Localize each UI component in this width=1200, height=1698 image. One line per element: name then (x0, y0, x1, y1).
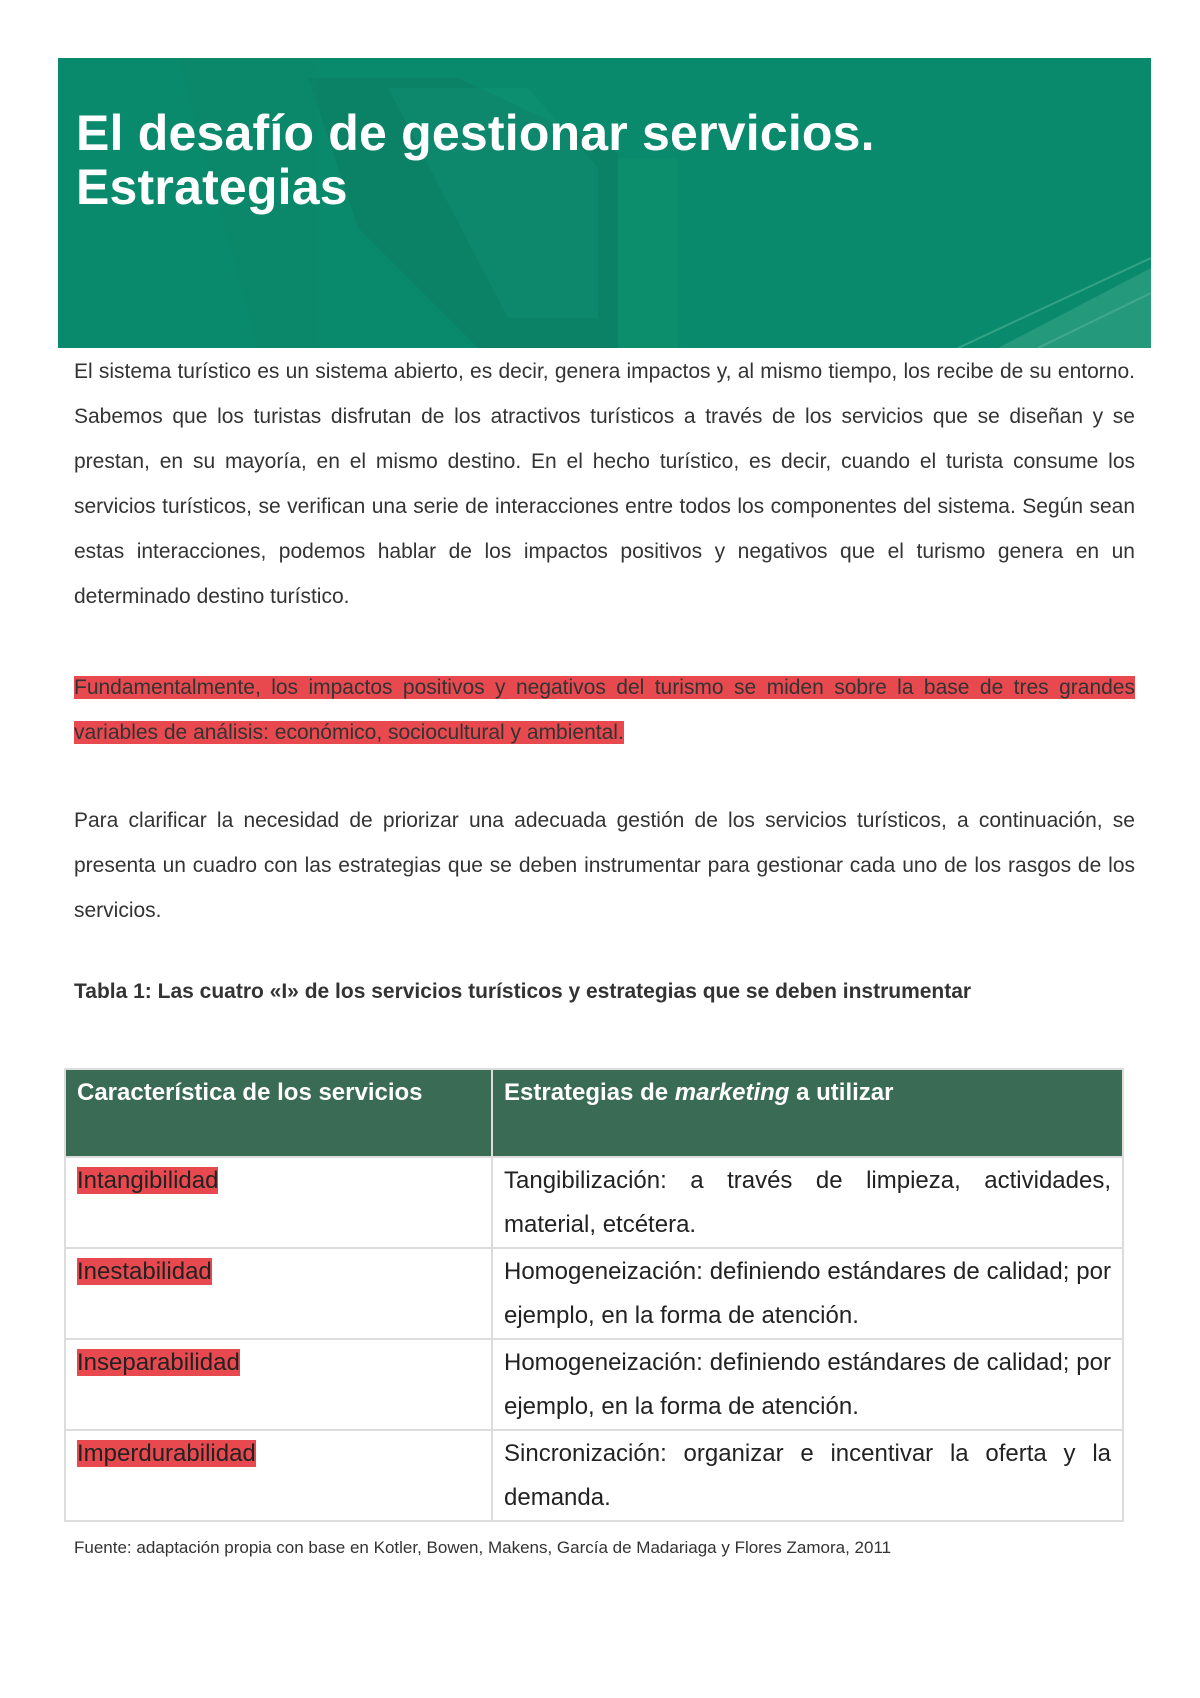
header-strategy-suffix: a utilizar (789, 1079, 894, 1106)
strategy-cell: Sincronización: organizar e incentivar la oferta y la demanda. (492, 1430, 1123, 1521)
strategy-cell: Homogeneización: definiendo estándares de calidad; por ejemplo, en la forma de atención. (492, 1339, 1123, 1430)
feature-label: Imperdurabilidad (77, 1440, 256, 1467)
table-caption: Tabla 1: Las cuatro «I» de los servicios turísticos y estrategias que se deben instrumentar (74, 980, 972, 1003)
strategy-cell: Tangibilización: a través de limpieza, actividades, material, etcétera. (492, 1157, 1123, 1248)
highlighted-text: Fundamentalmente, los impactos positivos y negativos del turismo se miden sobre la base de tres grandes variables de análisis: económico, sociocultural y ambiental. (74, 676, 1135, 744)
strategy-cell: Homogeneización: definiendo estándares de calidad; por ejemplo, en la forma de atención. (492, 1248, 1123, 1339)
header-feature: Característica de los servicios (65, 1069, 492, 1157)
feature-label: Intangibilidad (77, 1167, 219, 1194)
source-note: Fuente: adaptación propia con base en Kotler, Bowen, Makens, García de Madariaga y Flores Zamora, 2011 (74, 1538, 892, 1557)
header-strategy (492, 1069, 1123, 1157)
page-title-line-1: El desafío de gestionar servicios. (76, 105, 875, 161)
table-row (65, 1248, 1123, 1339)
feature-cell (65, 1157, 492, 1248)
intro-paragraph: El sistema turístico es un sistema abierto, es decir, genera impactos y, al mismo tiempo, los recibe de su entorno. Sabemos que los turistas disfrutan de los atractivos turísticos a través de los servicios que se diseñan y se prestan, en su mayoría, en el mismo destino. En el hecho turístico, es decir, cuando el turista consume los servicios turísticos, se verifican una serie de interacciones entre todos los componentes del sistema. Según sean estas interacciones, podemos hablar de los impactos positivos y negativos que el turismo genera en un determinado destino turístico. (74, 360, 1135, 608)
highlighted-paragraph (74, 665, 1135, 755)
header-strategy-italic: marketing (674, 1079, 790, 1106)
feature-cell (65, 1248, 492, 1339)
page-title (76, 106, 875, 214)
table-row (65, 1339, 1123, 1430)
strategies-table (64, 1068, 1124, 1522)
header-strategy-prefix: Estrategias de (504, 1079, 675, 1106)
feature-label: Inestabilidad (77, 1258, 212, 1285)
feature-cell (65, 1339, 492, 1430)
table-intro-paragraph: Para clarificar la necesidad de priorizar una adecuada gestión de los servicios turísticos, a continuación, se presenta un cuadro con las estrategias que se deben instrumentar para gestionar cada uno de los rasgos de los servicios. (74, 809, 1135, 922)
feature-label: Inseparabilidad (77, 1349, 240, 1376)
table-row (65, 1430, 1123, 1521)
table-row (65, 1157, 1123, 1248)
header-banner (58, 58, 1151, 348)
table-header-row (65, 1069, 1123, 1157)
feature-cell (65, 1430, 492, 1521)
page-title-line-2: Estrategias (76, 159, 348, 215)
